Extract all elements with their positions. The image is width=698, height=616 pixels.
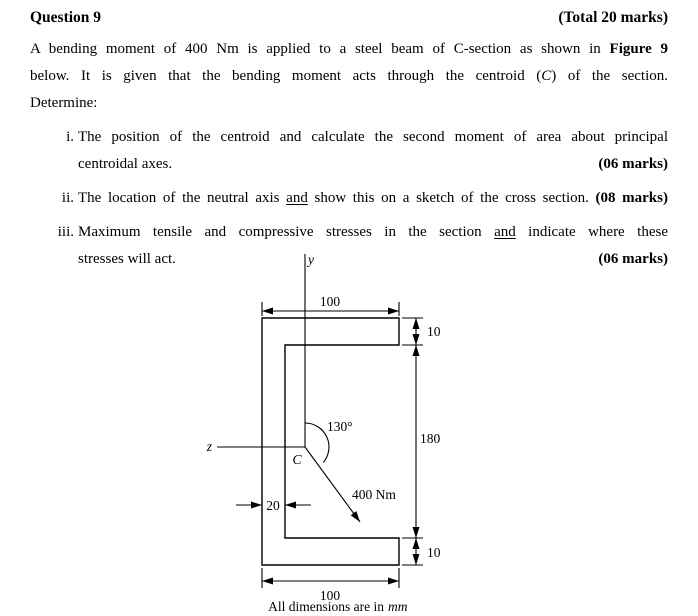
intro-line-1 xyxy=(30,36,668,63)
intro-text-3: ) of the section. xyxy=(551,68,668,84)
moment-label: 400 Nm xyxy=(352,487,396,502)
dim-web-width-label: 20 xyxy=(266,498,280,513)
item-ii xyxy=(30,185,668,212)
figure-caption: All dimensions are in xyxy=(268,599,384,614)
item-iii-text-end: stresses will act. xyxy=(78,251,176,267)
dim-top-flange-label: 10 xyxy=(427,324,441,339)
determine-label: Determine: xyxy=(30,95,98,111)
figure-9 xyxy=(0,250,698,616)
item-ii-text-pre: The location of the neutral axis xyxy=(78,190,287,206)
item-i-text-end: centroidal axes. xyxy=(78,156,173,172)
item-iii-text-post: indicate where these xyxy=(515,224,668,240)
intro-text-2: below. It is given that the bending moment acts through the centroid ( xyxy=(30,68,542,84)
intro-line-2 xyxy=(30,63,668,90)
centroid-symbol: C xyxy=(541,68,552,84)
question-header xyxy=(30,6,668,30)
dim-top-width-label: 100 xyxy=(319,294,341,309)
dim-bottom-flange-label: 10 xyxy=(427,545,441,560)
intro-paragraph xyxy=(30,36,668,117)
item-iii-underlined-and: and xyxy=(494,224,516,240)
question-number: Question 9 xyxy=(30,9,102,26)
y-axis-label: y xyxy=(308,252,314,267)
figure-caption-unit: mm xyxy=(388,599,408,614)
item-i-marks: (06 marks) xyxy=(598,156,668,172)
centroid-label: C xyxy=(292,452,302,467)
item-iii-numeral: iii. xyxy=(57,224,74,240)
moment-arrow xyxy=(305,447,360,522)
figure-reference: Figure 9 xyxy=(609,41,668,57)
item-i-line-1: The position of the centroid and calculate the second moment of area about principal xyxy=(78,129,668,145)
item-ii-marks: (08 marks) xyxy=(595,190,668,206)
dim-bottom-width xyxy=(262,568,399,588)
c-section-outline xyxy=(262,318,399,565)
intro-text-1: A bending moment of 400 Nm is applied to a steel beam of C-section as shown in xyxy=(30,41,610,57)
item-ii-numeral: ii. xyxy=(61,190,74,206)
dim-top-flange xyxy=(402,318,423,345)
dim-web-height-label: 180 xyxy=(420,431,441,446)
item-iii-marks: (06 marks) xyxy=(598,251,668,267)
item-ii-line-1 xyxy=(78,185,668,212)
item-i-numeral: i. xyxy=(66,129,74,145)
item-i-line-2 xyxy=(78,151,668,178)
item-ii-underlined-and: and xyxy=(286,190,308,206)
item-i xyxy=(30,124,668,178)
item-iii-text-pre: Maximum tensile and compressive stresses in the section xyxy=(78,224,495,240)
z-axis-label: z xyxy=(206,439,212,454)
dim-bottom-flange xyxy=(402,538,423,565)
total-marks: (Total 20 marks) xyxy=(558,9,668,26)
angle-arc xyxy=(305,423,329,462)
item-iii-line-1 xyxy=(78,219,668,246)
item-ii-text-post: show this on a sketch of the cross section. xyxy=(307,190,596,206)
question-page xyxy=(0,0,698,273)
angle-label: 130° xyxy=(327,419,353,434)
dim-bottom-width-label: 100 xyxy=(319,588,341,603)
